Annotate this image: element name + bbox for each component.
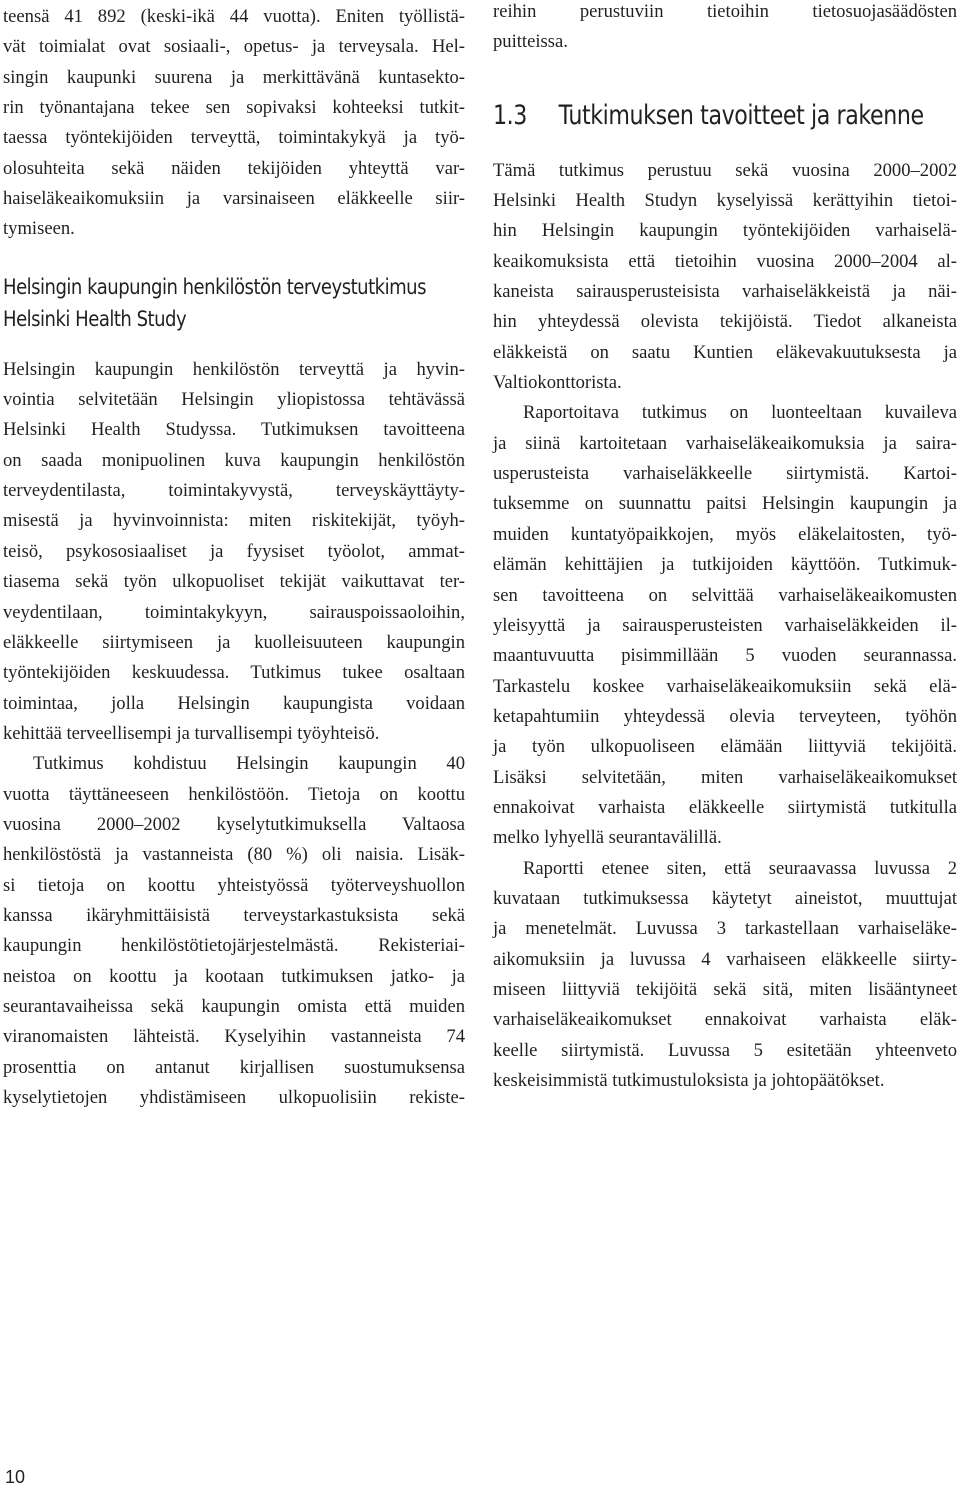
section-number: 1.3 (493, 99, 527, 131)
text-line: Lisäksi selvitetään, miten varhaiseläkeaikomukset (493, 766, 957, 788)
text-line: sen tavoitteena on selvittää varhaiseläkeaikomusten (493, 584, 957, 606)
text-line: varhaiseläkeaikomukset ennakoivat varhaista eläk- (493, 1009, 957, 1031)
text-line: viranomaisten lähteistä. Kyselyihin vastanneista 74 (3, 1026, 465, 1048)
text-line: elämän kehittäjien ja tutkijoiden käyttöön. Tutkimuk- (493, 554, 957, 576)
text-line: Helsingin kaupungin henkilöstön terveyttä ja hyvin- (3, 358, 465, 380)
text-line: miseen liittyviä tekijöitä sekä sitä, miten lisääntyneet (493, 978, 957, 1000)
text-line: kehittää terveellisempi ja turvallisempi työyhteisö. (3, 722, 380, 744)
text-line: muiden kuntatyöpaikkojen, myös eläkelaitosten, työ- (493, 523, 957, 545)
text-line: keskeisimmistä tutkimustuloksista ja johtopäätökset. (493, 1070, 885, 1091)
text-line: vuotta täyttäneeseen henkilöstöön. Tietoja on koottu (3, 783, 465, 805)
text-line: taessa työntekijöiden terveyttä, toimintakykyä ja työ- (3, 127, 465, 149)
text-line: Raportoitava tutkimus on luonteeltaan kuvaileva (523, 402, 957, 424)
text-line: Helsinki Health Studyssa. Tutkimuksen tavoitteena (3, 419, 465, 441)
text-line: kaneista sairausperusteisista varhaiseläkkeistä ja näi- (493, 281, 957, 303)
subheading-line-2: Helsinki Health Study (3, 306, 187, 331)
text-line: Tämä tutkimus perustuu sekä vuosina 2000–2002 (493, 159, 957, 181)
text-line: Raportti etenee siten, että seuraavassa luvussa 2 (523, 857, 957, 879)
report-structure-paragraph (493, 854, 957, 1097)
text-line: toimintaa, jolla Helsingin kaupungista voidaan (3, 692, 465, 714)
text-line: kyselytietojen yhdistämiseen ulkopuolisiin rekiste- (3, 1087, 465, 1108)
text-line: usperusteista varhaiseläkkeelle siirtymistä. Kartoi- (493, 463, 957, 485)
text-line: ennakoivat varhaista eläkkeelle siirtymistä tutkitulla (493, 796, 957, 818)
page-number: 10 (5, 1467, 26, 1487)
text-line: seurantavaiheissa sekä kaupungin omista että muiden (3, 995, 465, 1017)
section-heading (493, 96, 924, 136)
text-line: kaupungin henkilöstötietojärjestelmästä. Rekisteriai- (3, 935, 465, 957)
section-title: Tutkimuksen tavoitteet ja rakenne (558, 99, 924, 131)
text-line: eläkkeelle siirtymiseen ja kuolleisuuteen kaupungin (3, 631, 465, 653)
text-line: tymiseen. (3, 218, 75, 240)
text-line: vuosina 2000–2002 kyselytutkimuksella Valtaosa (3, 813, 465, 835)
left-column (3, 2, 465, 1113)
subheading-line-1: Helsingin kaupungin henkilöstön terveystutkimus (3, 274, 426, 299)
text-line: henkilöstöstä ja vastanneista (80 %) oli naisia. Lisäk- (3, 844, 465, 866)
study-basis-paragraph (493, 156, 957, 399)
study-aims-paragraph (493, 398, 957, 853)
text-line: neistoa on koottu ja kootaan tutkimuksen jatko- ja (3, 965, 465, 987)
target-group-paragraph (3, 749, 465, 1113)
text-line: veydentilaan, toimintakykyyn, sairauspoissaoloihin, (3, 601, 465, 623)
text-line: kanssa ikäryhmittäisistä terveystarkastuksista sekä (3, 904, 465, 926)
text-line: singin kaupunki suurena ja merkittävänä kuntasekto- (3, 66, 465, 88)
text-line: si tietoja on koottu yhteistyössä työterveyshuollon (3, 874, 465, 896)
text-line: keaikomuksista että tietoihin vuosina 2000–2004 al- (493, 250, 957, 272)
continuation-paragraph (493, 0, 957, 58)
text-line: kuvataan tutkimuksessa käytetyt aineistot, muuttujat (493, 887, 957, 909)
text-line: tiasema sekä työn ulkopuoliset tekijät vaikuttavat ter- (3, 571, 465, 593)
text-line: eläkkeistä on saatu Kuntien eläkevakuutuksesta ja (493, 341, 957, 363)
text-line: misestä ja hyvinvoinnista: miten riskitekijät, työyh- (3, 510, 465, 532)
text-line: maantuvuutta pisimmillään 5 vuoden seurannassa. (493, 645, 957, 667)
text-line: terveydentilasta, toimintakyvystä, terveyskäyttäyty- (3, 480, 465, 502)
text-line: hin Helsingin kaupungin työntekijöiden varhaiselä- (493, 220, 957, 242)
text-line: Helsinki Health Studyn kyselyissä kerättyihin tietoi- (493, 190, 957, 212)
text-line: ja siinä kartoitetaan varhaiseläkeaikomuksia ja saira- (493, 432, 957, 454)
text-line: vät toimialat ovat sosiaali-, opetus- ja terveysala. Hel- (3, 36, 465, 58)
text-line: teisö, psykososiaaliset ja fyysiset työolot, ammat- (3, 540, 465, 562)
text-line: ketapahtumiin yhteydessä olevia terveyteen, työhön (493, 705, 957, 727)
text-line: ja työn ulkopuoliseen elämään liittyviä tekijöitä. (493, 736, 957, 758)
text-line: melko lyhyellä seurantavälillä. (493, 827, 722, 849)
text-line: Tarkastelu koskee varhaiseläkeaikomuksiin sekä elä- (493, 675, 957, 697)
health-study-paragraph (3, 355, 465, 749)
text-line: on saada monipuolinen kuva kaupungin henkilöstön (3, 449, 465, 471)
text-line: keelle siirtymistä. Luvussa 5 esitetään yhteenveto (493, 1039, 957, 1061)
text-line: teensä 41 892 (keski-ikä 44 vuotta). Eniten työllistä- (3, 6, 465, 27)
text-line: tuksemme on suunnattu paitsi Helsingin kaupungin ja (493, 493, 957, 515)
text-line: ja menetelmät. Luvussa 3 tarkastellaan varhaiseläke- (493, 918, 957, 940)
right-column (493, 0, 957, 1096)
text-line: Tutkimus kohdistuu Helsingin kaupungin 40 (33, 753, 465, 775)
text-line: työntekijöiden keskuudessa. Tutkimus tukee osaltaan (3, 662, 465, 684)
intro-paragraph (3, 2, 465, 245)
text-line: haiseläkeaikomuksiin ja varsinaiseen eläkkeelle siir- (3, 188, 465, 210)
text-line: aikomuksiin ja luvussa 4 varhaiseen eläkkeelle siirty- (493, 948, 957, 970)
text-line: olosuhteita sekä näiden tekijöiden yhteyttä var- (3, 157, 465, 179)
text-line: reihin perustuviin tietoihin tietosuojasäädösten (493, 1, 957, 22)
text-line: hin yhteydessä olevista tekijöistä. Tiedot alkaneista (493, 311, 957, 333)
text-line: vointia selvitetään Helsingin yliopistossa tehtävässä (3, 389, 465, 411)
text-line: rin työnantajana tekee sen sopivaksi kohteeksi tutkit- (3, 97, 465, 119)
text-line: yleisyyttä ja sairausperusteisten varhaiseläkkeiden il- (493, 614, 957, 636)
text-line: prosenttia on antanut kirjallisen suostumuksensa (3, 1056, 465, 1078)
text-line: Valtiokonttorista. (493, 372, 622, 394)
text-line: puitteissa. (493, 31, 568, 53)
